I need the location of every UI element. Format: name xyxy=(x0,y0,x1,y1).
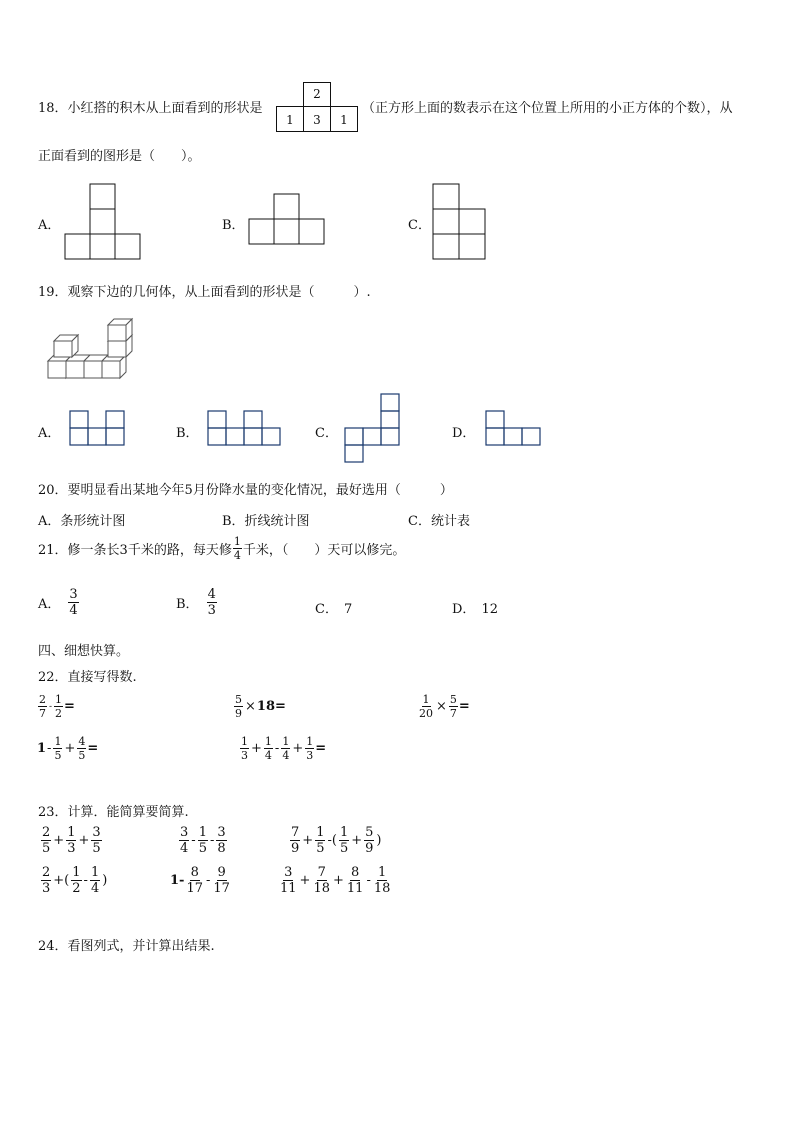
q22-problem-4: 1 - $\frac{1}{5}$ + $\frac{4}{5}$ = xyxy=(37,735,99,762)
q21-text-b: 千米，（ ）天可以修完。 xyxy=(242,543,406,558)
q21-fraction: $\frac{1}{4}$ xyxy=(233,535,241,562)
q19-option-d-figure xyxy=(485,410,543,448)
q21-question xyxy=(38,536,405,561)
q18-line1-after: （正方形上面的数表示在这个位置上所用的小正方体的个数），从 xyxy=(362,101,733,116)
q20-option-c: C．统计表 xyxy=(408,514,470,529)
q22-question: 22．直接写得数. xyxy=(38,670,137,685)
q23-expression-4: $\frac{2}{3}$ +( $\frac{1}{2}$ - $\frac{1}{4}$ ) xyxy=(42,865,108,896)
q21-option-b: B． $\frac{4}{3}$ xyxy=(176,587,216,618)
q23-expression-3: $\frac{7}{9}$ + $\frac{1}{5}$ -( $\frac{1}{5}$ + $\frac{5}{9}$ ) xyxy=(291,825,382,856)
q22-problem-1: $\frac{2}{7}$ - $\frac{1}{2}$ = xyxy=(39,693,75,720)
q19-3d-solid-figure xyxy=(46,317,134,381)
q18-top-view-grid xyxy=(276,82,358,132)
q22-problem-2: $\frac{5}{9}$ × 18 = xyxy=(235,693,286,720)
section-4-title: 四、细想快算。 xyxy=(38,644,130,659)
q19-option-c-label: C． xyxy=(315,426,338,441)
q23-expression-5: 1- $\frac{8}{17}$ - $\frac{9}{17}$ xyxy=(170,865,230,896)
q18-option-b-label: B． xyxy=(222,218,245,233)
q18-option-b-figure xyxy=(248,193,328,247)
q20-question: 20．要明显看出某地今年5月份降水量的变化情况，最好选用（ ） xyxy=(38,483,453,498)
grid-number-left: 1 xyxy=(286,113,294,127)
q23-expression-2: $\frac{3}{4}$ - $\frac{1}{5}$ - $\frac{3}{8}$ xyxy=(180,825,226,856)
q18-option-c-label: C． xyxy=(408,218,431,233)
q19-option-c-figure xyxy=(344,393,402,465)
q18-line2: 正面看到的图形是（ ）。 xyxy=(38,149,201,164)
q18-line1-before: 18．小红搭的积木从上面看到的形状是 xyxy=(38,101,263,116)
q20-option-a: A．条形统计图 xyxy=(38,514,126,529)
q18-option-a-figure xyxy=(64,183,144,261)
q22-problem-3: $\frac{1}{20}$ × $\frac{5}{7}$ = xyxy=(419,693,470,720)
q21-option-d: D． 12 xyxy=(452,602,498,617)
q21-option-a: A． $\frac{3}{4}$ xyxy=(38,587,78,618)
q20-option-b: B．折线统计图 xyxy=(222,514,310,529)
q23-question: 23．计算．能简算要简算. xyxy=(38,805,189,820)
q21-option-c: C． 7 xyxy=(315,602,353,617)
q19-option-a-figure xyxy=(69,410,127,448)
q24-question: 24．看图列式，并计算出结果. xyxy=(38,939,215,954)
q19-option-b-label: B． xyxy=(176,426,199,441)
q18-option-c-figure xyxy=(432,183,488,263)
q19-option-b-figure xyxy=(207,410,283,448)
q19-option-d-label: D． xyxy=(452,426,476,441)
grid-number-right: 1 xyxy=(340,113,348,127)
q19-option-a-label: A． xyxy=(38,426,61,441)
q18-option-a-label: A． xyxy=(38,218,61,233)
grid-number-middle: 3 xyxy=(313,113,321,127)
q23-expression-6: $\frac{3}{11}$ + $\frac{7}{18}$ + $\frac{8}{11}$ - $\frac{1}{18}$ xyxy=(280,865,391,896)
q21-text-a: 21．修一条长3千米的路，每天修 xyxy=(38,543,232,558)
q23-expression-1: $\frac{2}{5}$ + $\frac{1}{3}$ + $\frac{3}{5}$ xyxy=(42,825,101,856)
q19-question: 19．观察下边的几何体，从上面看到的形状是（ ）. xyxy=(38,285,371,300)
q22-problem-5: $\frac{1}{3}$ + $\frac{1}{4}$ - $\frac{1}{4}$ + $\frac{1}{3}$ = xyxy=(241,735,327,762)
grid-number-top: 2 xyxy=(313,87,321,101)
